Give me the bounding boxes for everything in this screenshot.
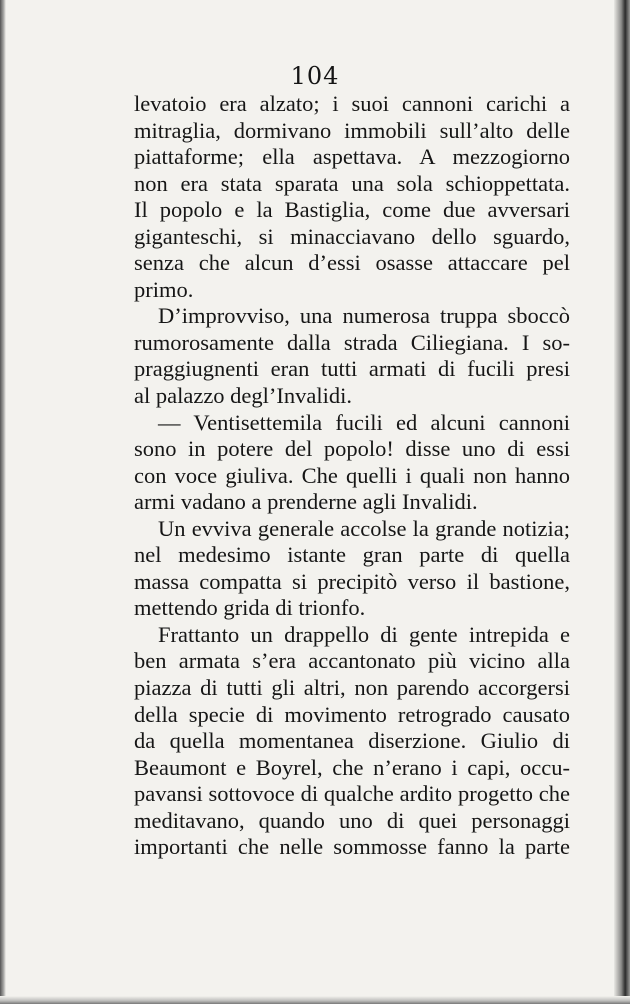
text-line: D’improvviso, una numerosa truppa sboccò [158,303,570,329]
text-line: non era stata sparata una sola schioppettata. [134,170,570,196]
body-text [134,91,570,861]
text-line: ben armata s’era accantonato più vicino alla [134,648,570,674]
text-line: piazza di tutti gli altri, non parendo accorgersi [134,675,570,701]
page-number: 104 [290,62,340,90]
text-line: praggiugnenti eran tutti armati di fucili presi [134,356,570,382]
text-line: Frattanto un drappello di gente intrepida e [158,621,570,647]
page-right-edge-shadow [614,0,630,1004]
text-line: senza che alcun d’essi osasse attaccare pel [134,250,570,276]
text-line: con voce giuliva. Che quelli i quali non hanno [134,462,570,488]
text-line: Beaumont e Boyrel, che n’erano i capi, occu- [134,754,570,780]
text-line: nel medesimo istante gran parte di quella [134,542,570,568]
text-line: — Ventisettemila fucili ed alcuni cannoni [158,409,570,435]
text-line: al palazzo degl’Invalidi. [134,383,353,409]
text-line: importanti che nelle sommosse fanno la parte [134,834,570,860]
text-line: piattaforme; ella aspettava. A mezzogiorno [134,144,570,170]
text-line: giganteschi, si minacciavano dello sguardo, [134,223,570,249]
text-line: primo. [134,276,194,302]
text-line: Il popolo e la Bastiglia, come due avversari [134,197,570,223]
text-line: meditavano, quando uno di quei personaggi [134,807,570,833]
text-line: mettendo grida di trionfo. [134,595,366,621]
text-line: mitraglia, dormivano immobili sull’alto delle [134,117,570,143]
text-line: massa compatta si precipitò verso il bastione, [134,568,570,594]
page-left-edge-shadow [0,0,6,1004]
text-line: da quella momentanea diserzione. Giulio di [134,728,570,754]
text-line: Un evviva generale accolse la grande notizia; [158,515,570,541]
text-line: levatoio era alzato; i suoi cannoni carichi a [134,91,570,116]
text-line: armi vadano a prenderne agli Invalidi. [134,489,478,515]
text-line: della specie di movimento retrogrado causato [134,701,570,727]
page-bottom-edge-shadow [0,996,630,1004]
text-line: rumorosamente dalla strada Ciliegiana. I so- [134,329,570,355]
text-line: sono in potere del popolo! disse uno di essi [134,436,570,462]
text-line: pavansi sottovoce di qualche ardito progetto che [134,781,570,807]
